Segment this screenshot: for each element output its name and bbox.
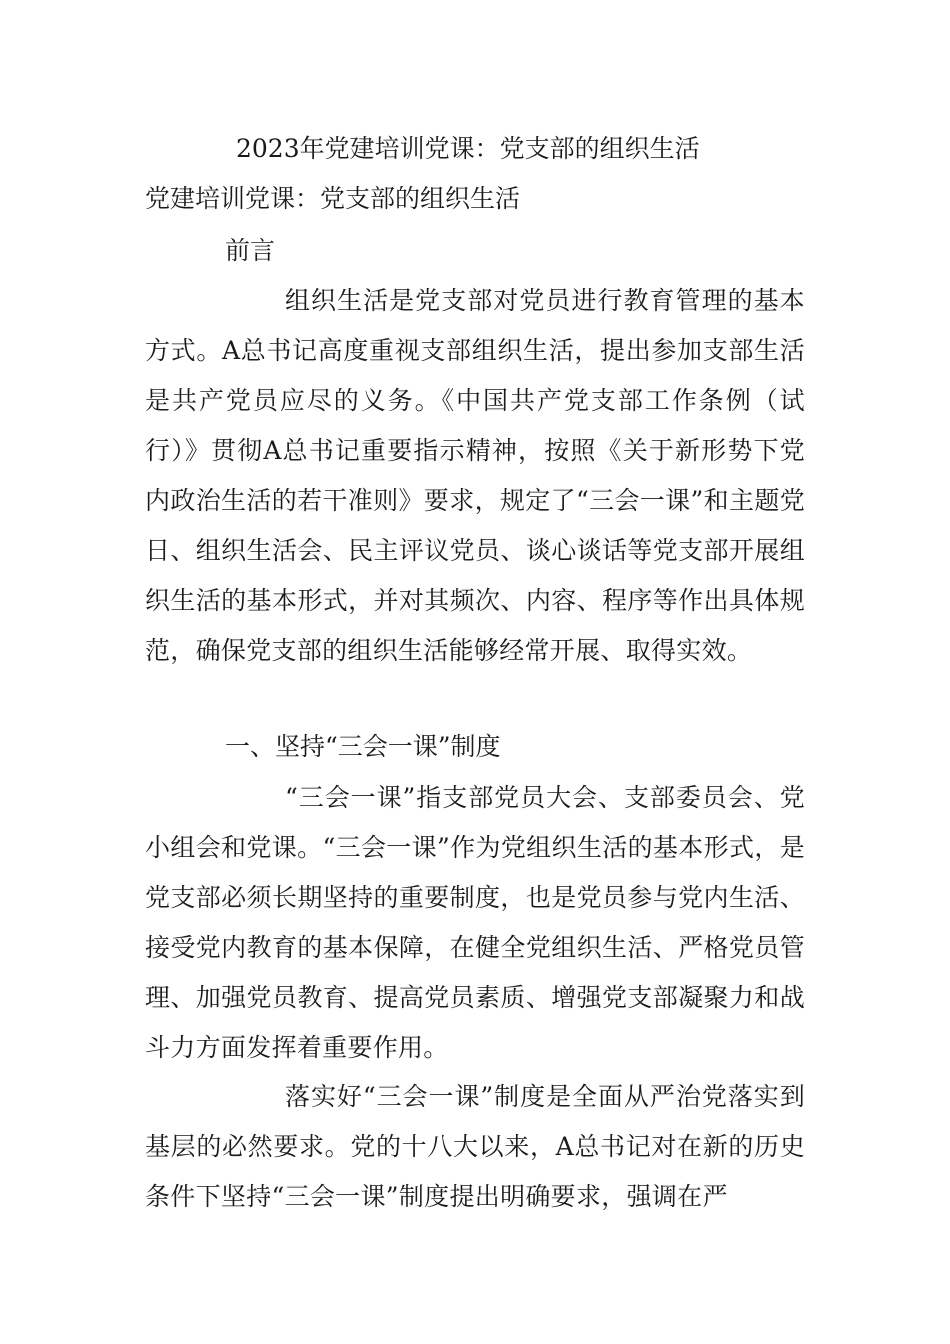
preface-paragraph: 组织生活是党支部对党员进行教育管理的基本方式。A总书记高度重视支部组织生活，提出参加支部生活是共产党员应尽的义务。《中国共产党支部工作条例（试行）》贯彻A总书记重要指示精神，按照《关于新形势下党内政治生活的若干准则》要求，规定了“三会一课”和主题党日、组织生活会、民主评议党员、谈心谈话等党支部开展组织生活的基本形式，并对其频次、内容、程序等作出具体规范，确保党支部的组织生活能够经常开展、取得实效。: [145, 286, 805, 665]
preface-heading: 前言: [225, 236, 276, 265]
document-title: 2023年党建培训党课：党支部的组织生活: [236, 134, 700, 163]
document-subtitle: 党建培训党课：党支部的组织生活: [145, 184, 521, 213]
section-paragraph: “三会一课”指支部党员大会、支部委员会、党小组会和党课。“三会一课”作为党组织生活的基本形式，是党支部必须长期坚持的重要制度，也是党员参与党内生活、接受党内教育的基本保障，在健全党组织生活、严格党员管理、加强党员教育、提高党员素质、增强党支部凝聚力和战斗力方面发挥着重要作用。: [145, 783, 805, 1062]
section-paragraph: 落实好“三会一课”制度是全面从严治党落实到基层的必然要求。党的十八大以来，A总书记对在新的历史条件下坚持“三会一课”制度提出明确要求，强调在严: [145, 1082, 805, 1211]
section-heading: 一、坚持“三会一课”制度: [225, 732, 501, 761]
